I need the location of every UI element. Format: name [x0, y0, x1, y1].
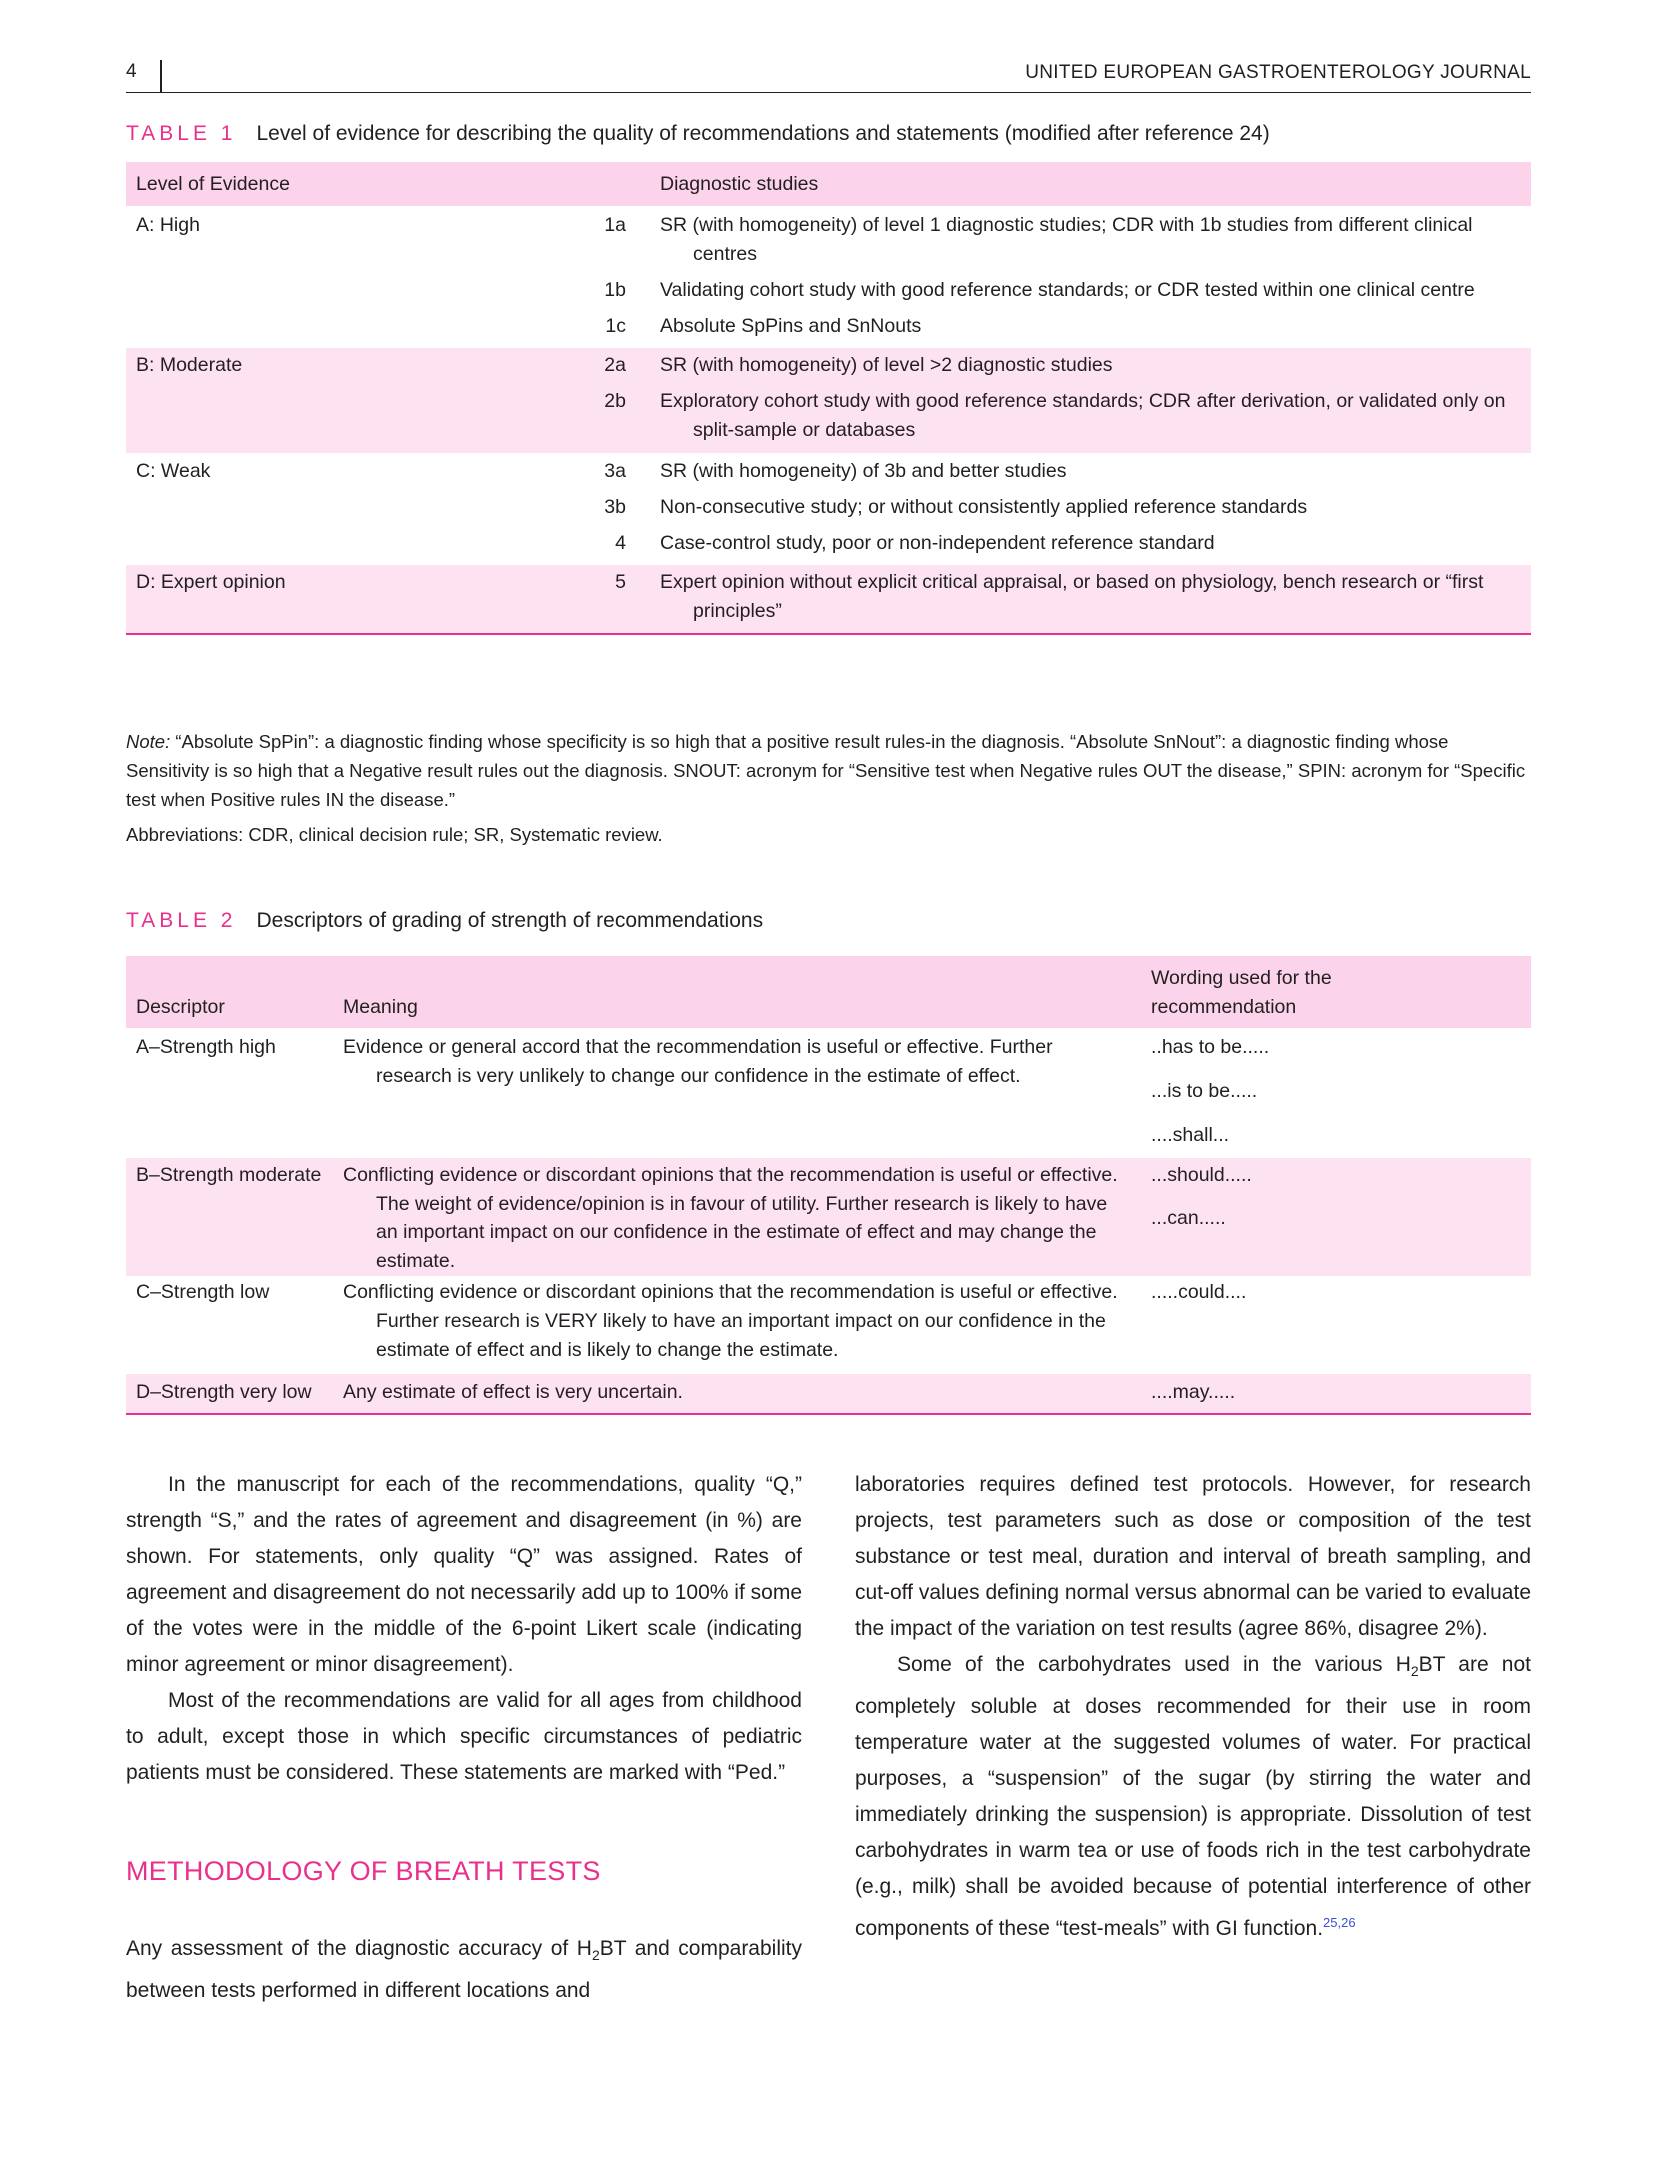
level-cell: D: Expert opinion [126, 565, 386, 634]
descriptor-cell: C–Strength low [136, 1281, 270, 1303]
desc-cell: Expert opinion without explicit critical appraisal, or based on physiology, bench research or “first principles” [660, 571, 1484, 622]
right-column [855, 1467, 1531, 1947]
paragraph [126, 1931, 802, 2009]
text-run: BT are not completely soluble at doses recommended for their use in room temperature water at the suggested volumes of water. For practical purposes, a “suspension” of the sugar (by stirring the water and immediately drinking the suspension) is appropriate. Dissolution of test carbohydrates in warm tea or use of foods rich in the test carbohydrate (e.g., milk) shall be avoided because of potential interference of other components of these “test-meals” with GI function. [855, 1653, 1531, 1941]
descriptor-cell: A–Strength high [136, 1036, 276, 1058]
code-cell: 1a [604, 214, 626, 236]
table2-label: TABLE 2 [126, 909, 237, 932]
table-row [126, 1028, 1531, 1158]
table1-caption-text: Level of evidence for describing the quality of recommendations and statements (modified after reference 24) [256, 122, 1270, 145]
meaning-cell: Conflicting evidence or discordant opinions that the recommendation is useful or effective. The weight of evidence/opinion is in favour of utility. Further research is likely to have an important impact on our confidence in the estimate of effect and may change the estimate. [343, 1164, 1118, 1272]
journal-title: UNITED EUROPEAN GASTROENTEROLOGY JOURNAL [1025, 62, 1531, 83]
note-label: Note: [126, 731, 171, 752]
wording-item: ...can..... [1151, 1207, 1226, 1229]
wording-item: ....shall... [1151, 1124, 1230, 1146]
meaning-cell: Conflicting evidence or discordant opinions that the recommendation is useful or effective. Further research is VERY likely to have an important impact on our confidence in the estimate of effect and is likely to change the estimate. [343, 1281, 1118, 1361]
meaning-cell: Evidence or general accord that the recommendation is useful or effective. Further research is very unlikely to change our confidence in the estimate of effect. [343, 1036, 1053, 1087]
left-column-section [126, 1931, 802, 2009]
table-row [126, 1374, 1531, 1414]
wording-item: ...should..... [1151, 1164, 1252, 1186]
table1-header-diagnostic: Diagnostic studies [660, 172, 819, 195]
table-row [126, 348, 1531, 387]
table2-header-meaning: Meaning [343, 996, 418, 1018]
subscript: 2 [591, 1947, 600, 1964]
table-row [126, 387, 1531, 453]
level-cell [126, 312, 386, 348]
table2-header-wording: Wording used for the recommendation [1151, 967, 1332, 1018]
text-run: Any assessment of the diagnostic accuracy of H [126, 1937, 592, 1960]
level-cell: B: Moderate [136, 354, 243, 376]
table-row [126, 206, 1531, 276]
note-text: “Absolute SpPin”: a diagnostic finding whose specificity is so high that a positive result rules-in the diagnosis. “Absolute SnNout”: a diagnostic finding whose Sensitivity is so high that a Negative result rules out the diagnosis. SNOUT: acronym for “Sensitive test when Negative rules OUT the disease,” SPIN: acronym for “Specific test when Positive rules IN the disease.” [126, 731, 1526, 810]
table1-label: TABLE 1 [126, 122, 237, 145]
section-heading: METHODOLOGY OF BREATH TESTS [126, 1856, 601, 1886]
table1-caption [126, 122, 1270, 146]
table2-caption-text: Descriptors of grading of strength of recommendations [256, 909, 764, 932]
table-row [126, 529, 1531, 565]
meaning-cell: Any estimate of effect is very uncertain. [333, 1374, 1141, 1414]
table-row [126, 453, 1531, 493]
desc-cell: SR (with homogeneity) of 3b and better studies [660, 460, 1067, 482]
table2-header-descriptor: Descriptor [136, 996, 225, 1018]
paragraph: laboratories requires defined test protocols. However, for research projects, test parameters such as dose or composition of the test substance or test meal, duration and interval of breath sampling, and cut-off values defining normal versus abnormal can be varied to evaluate the impact of the variation on test results (agree 86%, disagree 2%). [855, 1473, 1531, 1640]
table2-header-row [126, 956, 1531, 1028]
level-cell [126, 529, 386, 565]
table1-header-row [126, 162, 1531, 206]
table1-header-level: Level of Evidence [136, 172, 290, 195]
desc-cell: SR (with homogeneity) of level 1 diagnostic studies; CDR with 1b studies from different clinical centres [660, 214, 1473, 265]
table-row [126, 565, 1531, 634]
level-cell: C: Weak [136, 460, 211, 482]
reference-link[interactable]: 25,26 [1323, 1915, 1356, 1931]
level-cell [126, 387, 386, 453]
text-run: BT and comparability between tests performed in different locations and [126, 1937, 803, 2003]
desc-cell: Case-control study, poor or non-independent reference standard [660, 532, 1215, 554]
header-divider [160, 60, 162, 92]
wording-item: .....could.... [1151, 1281, 1247, 1303]
wording-item: ....may..... [1151, 1381, 1236, 1403]
code-cell: 2b [604, 390, 626, 412]
code-cell: 4 [615, 532, 626, 554]
table2 [126, 956, 1531, 1415]
table-row [126, 1276, 1531, 1374]
table1-note [126, 727, 1531, 814]
page-number: 4 [126, 61, 137, 82]
level-cell: A: High [136, 214, 200, 236]
code-cell: 1c [605, 315, 626, 337]
table-row [126, 493, 1531, 529]
table-row [126, 1158, 1531, 1276]
desc-cell: Absolute SpPins and SnNouts [660, 315, 922, 337]
running-head [126, 60, 1531, 93]
table1-abbreviations: Abbreviations: CDR, clinical decision rule; SR, Systematic review. [126, 824, 663, 845]
table2-caption [126, 909, 763, 933]
wording-cell [1141, 1028, 1531, 1158]
desc-cell: Exploratory cohort study with good reference standards; CDR after derivation, or validated only on split-sample or databases [660, 390, 1506, 441]
paragraph: In the manuscript for each of the recommendations, quality “Q,” strength “S,” and the rates of agreement and disagreement (in %) are shown. For statements, only quality “Q” was assigned. Rates of agreement and disagreement do not necessarily add up to 100% if some of the votes were in the middle of the 6-point Likert scale (indicating minor agreement or minor disagreement). [126, 1473, 802, 1676]
left-column [126, 1467, 802, 1791]
code-cell: 3b [604, 496, 626, 518]
wording-item: ...is to be..... [1151, 1080, 1258, 1102]
code-cell: 5 [386, 565, 636, 634]
descriptor-cell: B–Strength moderate [136, 1164, 322, 1186]
table1 [126, 162, 1531, 635]
table-row [126, 312, 1531, 348]
code-cell: 3a [604, 460, 626, 482]
desc-cell: Non-consecutive study; or without consistently applied reference standards [660, 496, 1308, 518]
wording-item: ..has to be..... [1151, 1036, 1270, 1058]
paragraph [855, 1647, 1531, 1947]
level-cell [126, 276, 386, 312]
code-cell: 2a [604, 354, 626, 376]
subscript: 2 [1410, 1663, 1419, 1680]
wording-cell [1141, 1158, 1531, 1276]
level-cell [126, 493, 386, 529]
descriptor-cell: D–Strength very low [126, 1374, 333, 1414]
table-row [126, 276, 1531, 312]
table1-header-code [386, 162, 636, 206]
wording-cell [1141, 1374, 1531, 1414]
text-run: Some of the carbohydrates used in the various H [897, 1653, 1411, 1676]
code-cell: 1b [604, 279, 626, 301]
desc-cell: Validating cohort study with good reference standards; or CDR tested within one clinical centre [660, 279, 1475, 301]
wording-cell [1141, 1276, 1531, 1374]
desc-cell: SR (with homogeneity) of level >2 diagnostic studies [660, 354, 1113, 376]
paragraph: Most of the recommendations are valid for all ages from childhood to adult, except those in which specific circumstances of pediatric patients must be considered. These statements are marked with “Ped.” [126, 1689, 802, 1784]
